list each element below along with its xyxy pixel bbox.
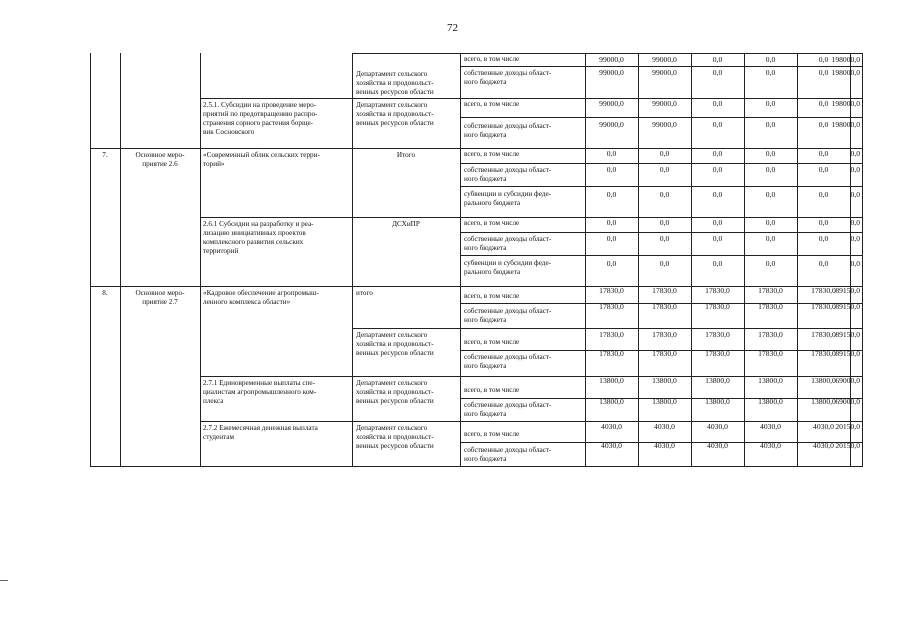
value-r11-y2: 17830,0 — [652, 287, 677, 295]
event-2-7-line2: ленного комплекса области» — [203, 298, 291, 306]
row-number-8: 8. — [102, 289, 108, 297]
event-2-6-line1: «Современный облик сельских терри- — [203, 151, 320, 159]
executor-dept-3-line2: хозяйства и продовольст- — [356, 340, 434, 348]
fin-type-r14-line2: ного бюджета — [464, 362, 507, 370]
fin-type-r12-line1: собственные доходы област- — [464, 307, 552, 315]
value-r13-total: 89150,0 — [835, 331, 860, 339]
value-r10-y5: 0,0 — [818, 260, 829, 268]
executor-dept-1-line3: венных ресурсов области — [356, 88, 434, 96]
value-r8-y4: 0,0 — [765, 219, 776, 227]
margin-mark — [0, 580, 8, 581]
value-r14-y5: 17830,0 — [811, 350, 836, 358]
value-r3-y5: 0,0 — [818, 100, 829, 108]
value-r7-y5: 0,0 — [818, 191, 829, 199]
value-r3-y3: 0,0 — [712, 100, 723, 108]
executor-dept-3-line3: венных ресурсов области — [356, 349, 434, 357]
value-r18-y5: 4030,0 — [813, 442, 834, 450]
value-r8-y5: 0,0 — [818, 219, 829, 227]
value-r8-y3: 0,0 — [712, 219, 723, 227]
fin-type-r10-line2: рального бюджета — [464, 268, 521, 276]
value-r10-y4: 0,0 — [765, 260, 776, 268]
value-r14-y3: 17830,0 — [705, 350, 730, 358]
executor-dept-5-line2: хозяйства и продовольст- — [356, 433, 434, 441]
value-r17-y3: 4030,0 — [707, 423, 728, 431]
value-r2-y2: 99000,0 — [652, 69, 677, 77]
fin-type-r8: всего, в том числе — [464, 219, 520, 227]
value-r6-y4: 0,0 — [765, 166, 776, 174]
fin-type-r18-line2: ного бюджета — [464, 455, 507, 463]
value-r15-y2: 13800,0 — [652, 377, 677, 385]
value-r12-y3: 17830,0 — [705, 303, 730, 311]
page-number: 72 — [447, 22, 458, 34]
executor-dept-1-line1: Департамент сельского — [356, 70, 428, 78]
event-2-7-line1: «Кадровое обеспечение агропромыш- — [203, 289, 319, 297]
value-r16-y5: 13800,0 — [811, 398, 836, 406]
value-r14-y2: 17830,0 — [652, 350, 677, 358]
fin-type-r1: всего, в том числе — [464, 55, 520, 63]
fin-type-r4-line2: ного бюджета — [464, 131, 507, 139]
value-r2-y1: 99000,0 — [599, 69, 624, 77]
fin-type-r14-line1: собственные доходы област- — [464, 353, 552, 361]
value-r9-y1: 0,0 — [606, 235, 617, 243]
value-r1-y4: 0,0 — [765, 56, 776, 64]
value-r7-total: 0,0 — [850, 191, 860, 199]
event-2-6-1-line3: комплексного развития сельских — [203, 238, 304, 246]
value-r18-y4: 4030,0 — [760, 442, 781, 450]
executor-itogo-lower: итого — [356, 289, 373, 297]
value-r10-y1: 0,0 — [606, 260, 617, 268]
value-r2-total: 198000,0 — [831, 69, 860, 77]
executor-dept-5-line3: венных ресурсов области — [356, 442, 434, 450]
value-r9-y2: 0,0 — [659, 235, 670, 243]
event-2-7-1-line1: 2.7.1 Единовременные выплаты спе- — [203, 379, 315, 387]
fin-type-r17: всего, в том числе — [464, 430, 520, 438]
value-r4-y3: 0,0 — [712, 121, 723, 129]
measure-2-6-line1: Основное меро- — [135, 151, 185, 159]
executor-dept-3-line1: Департамент сельского — [356, 331, 428, 339]
value-r18-y1: 4030,0 — [601, 442, 622, 450]
executor-dept-4-line1: Департамент сельского — [356, 379, 428, 387]
value-r6-y2: 0,0 — [659, 166, 670, 174]
value-r17-y2: 4030,0 — [654, 423, 675, 431]
value-r16-y1: 13800,0 — [599, 398, 624, 406]
event-2-6-1-line1: 2.6.1 Субсидии на разработку и реа- — [203, 220, 314, 228]
value-r14-y4: 17830,0 — [758, 350, 783, 358]
value-r17-y4: 4030,0 — [760, 423, 781, 431]
value-r12-y4: 17830,0 — [758, 303, 783, 311]
value-r13-y5: 17830,0 — [811, 331, 836, 339]
value-r13-y1: 17830,0 — [599, 331, 624, 339]
value-r17-total: 20150,0 — [835, 423, 860, 431]
value-r14-y1: 17830,0 — [599, 350, 624, 358]
value-r7-y2: 0,0 — [659, 191, 670, 199]
value-r9-y4: 0,0 — [765, 235, 776, 243]
event-2-5-1-line3: странения сорного растения борще- — [203, 119, 314, 127]
event-2-5-1-line1: 2.5.1. Субсидии на проведение меро- — [203, 101, 317, 109]
value-r8-y1: 0,0 — [606, 219, 617, 227]
value-r2-y3: 0,0 — [712, 69, 723, 77]
fin-type-r11: всего, в том числе — [464, 292, 520, 300]
value-r5-y3: 0,0 — [712, 150, 723, 158]
value-r2-y4: 0,0 — [765, 69, 776, 77]
value-r5-y5: 0,0 — [818, 150, 829, 158]
value-r4-total: 198000,0 — [831, 121, 860, 129]
executor-dept-5-line1: Департамент сельского — [356, 424, 428, 432]
fin-type-r18-line1: собственные доходы област- — [464, 446, 552, 454]
value-r8-total: 0,0 — [850, 219, 860, 227]
event-2-7-1-line3: плекса — [203, 397, 224, 405]
value-r6-y1: 0,0 — [606, 166, 617, 174]
value-r3-y1: 99000,0 — [599, 100, 624, 108]
value-r15-y4: 13800,0 — [758, 377, 783, 385]
value-r16-total: 69000,0 — [835, 398, 860, 406]
value-r6-y5: 0,0 — [818, 166, 829, 174]
value-r12-y1: 17830,0 — [599, 303, 624, 311]
value-r12-y2: 17830,0 — [652, 303, 677, 311]
fin-type-r4-line1: собственные доходы област- — [464, 122, 552, 130]
value-r13-y4: 17830,0 — [758, 331, 783, 339]
fin-type-r16-line2: ного бюджета — [464, 410, 507, 418]
event-2-7-2-line1: 2.7.2 Ежемесячная денежная выплата — [203, 424, 318, 432]
executor-dept-2-line1: Департамент сельского — [356, 101, 428, 109]
value-r6-y3: 0,0 — [712, 166, 723, 174]
value-r18-total: 20150,0 — [835, 442, 860, 450]
value-r5-y2: 0,0 — [659, 150, 670, 158]
value-r9-y3: 0,0 — [712, 235, 723, 243]
value-r9-y5: 0,0 — [818, 235, 829, 243]
value-r15-total: 69000,0 — [835, 377, 860, 385]
event-2-7-1-line2: циалистам агропромышленного ком- — [203, 388, 317, 396]
fin-type-r3: всего, в том числе — [464, 100, 520, 108]
value-r2-y5: 0,0 — [818, 69, 829, 77]
executor-dept-2-line3: венных ресурсов области — [356, 119, 434, 127]
event-2-6-1-line4: территорий — [203, 247, 239, 255]
event-2-6-line2: торий» — [203, 160, 225, 168]
value-r1-y5: 0,0 — [818, 56, 829, 64]
row-number-7: 7. — [102, 151, 108, 159]
executor-dept-4-line2: хозяйства и продовольст- — [356, 388, 434, 396]
value-r13-y2: 17830,0 — [652, 331, 677, 339]
value-r15-y3: 13800,0 — [705, 377, 730, 385]
executor-dept-1-line2: хозяйства и продовольст- — [356, 79, 434, 87]
fin-type-r10-line1: субвенции и субсидии феде- — [464, 259, 552, 267]
value-r16-y2: 13800,0 — [652, 398, 677, 406]
value-r15-y1: 13800,0 — [599, 377, 624, 385]
executor-dept-4-line3: венных ресурсов области — [356, 397, 434, 405]
value-r18-y2: 4030,0 — [654, 442, 675, 450]
value-r11-y3: 17830,0 — [705, 287, 730, 295]
value-r11-y5: 17830,0 — [811, 287, 836, 295]
fin-type-r2-line1: собственные доходы област- — [464, 69, 552, 77]
fin-type-r12-line2: ного бюджета — [464, 316, 507, 324]
fin-type-r7-line1: субвенции и субсидии феде- — [464, 190, 552, 198]
fin-type-r6-line2: ного бюджета — [464, 175, 507, 183]
measure-2-7-line1: Основное меро- — [135, 289, 185, 297]
event-2-5-1-line4: вик Сосновского — [203, 128, 255, 136]
event-2-5-1-line2: приятий по предотвращению распро- — [203, 110, 318, 118]
event-2-7-2-line2: студентам — [203, 433, 235, 441]
executor-dcxipr: ДСХиПР — [392, 220, 420, 228]
value-r5-total: 0,0 — [850, 150, 860, 158]
value-r16-y3: 13800,0 — [705, 398, 730, 406]
value-r1-y3: 0,0 — [712, 56, 723, 64]
value-r7-y1: 0,0 — [606, 191, 617, 199]
fin-type-r15: всего, в том числе — [464, 386, 520, 394]
value-r11-y1: 17830,0 — [599, 287, 624, 295]
fin-type-r9-line1: собственные доходы област- — [464, 235, 552, 243]
value-r10-y3: 0,0 — [712, 260, 723, 268]
value-r4-y4: 0,0 — [765, 121, 776, 129]
value-r9-total: 0,0 — [850, 235, 860, 243]
value-r5-y4: 0,0 — [765, 150, 776, 158]
value-r4-y2: 99000,0 — [652, 121, 677, 129]
value-r11-y4: 17830,0 — [758, 287, 783, 295]
value-r3-y4: 0,0 — [765, 100, 776, 108]
value-r1-y1: 99000,0 — [599, 56, 624, 64]
value-r12-y5: 17830,0 — [811, 303, 836, 311]
value-r10-total: 0,0 — [850, 260, 860, 268]
executor-itogo: Итого — [396, 151, 416, 159]
value-r17-y1: 4030,0 — [601, 423, 622, 431]
value-r13-y3: 17830,0 — [705, 331, 730, 339]
value-r14-total: 89150,0 — [835, 350, 860, 358]
budget-table — [90, 53, 862, 467]
value-r16-y4: 13800,0 — [758, 398, 783, 406]
value-r4-y5: 0,0 — [818, 121, 829, 129]
fin-type-r13: всего, в том числе — [464, 338, 520, 346]
value-r5-y1: 0,0 — [606, 150, 617, 158]
value-r8-y2: 0,0 — [659, 219, 670, 227]
value-r12-total: 89150,0 — [835, 303, 860, 311]
value-r4-y1: 99000,0 — [599, 121, 624, 129]
fin-type-r6-line1: собственные доходы област- — [464, 166, 552, 174]
value-r15-y5: 13800,0 — [811, 377, 836, 385]
value-r10-y2: 0,0 — [659, 260, 670, 268]
fin-type-r9-line2: ного бюджета — [464, 244, 507, 252]
value-r1-total: 198000,0 — [831, 56, 860, 64]
fin-type-r5: всего, в том числе — [464, 150, 520, 158]
value-r3-total: 198000,0 — [831, 100, 860, 108]
measure-2-7-line2: приятие 2.7 — [142, 298, 178, 306]
value-r7-y4: 0,0 — [765, 191, 776, 199]
value-r18-y3: 4030,0 — [707, 442, 728, 450]
executor-dept-2-line2: хозяйства и продовольст- — [356, 110, 434, 118]
fin-type-r2-line2: ного бюджета — [464, 78, 507, 86]
value-r17-y5: 4030,0 — [813, 423, 834, 431]
measure-2-6-line2: приятие 2.6 — [142, 160, 178, 168]
event-2-6-1-line2: лизацию инициативных проектов — [203, 229, 306, 237]
value-r7-y3: 0,0 — [712, 191, 723, 199]
value-r11-total: 89150,0 — [835, 287, 860, 295]
fin-type-r7-line2: рального бюджета — [464, 199, 521, 207]
value-r3-y2: 99000,0 — [652, 100, 677, 108]
fin-type-r16-line1: собственные доходы област- — [464, 401, 552, 409]
value-r1-y2: 99000,0 — [652, 56, 677, 64]
value-r6-total: 0,0 — [850, 166, 860, 174]
